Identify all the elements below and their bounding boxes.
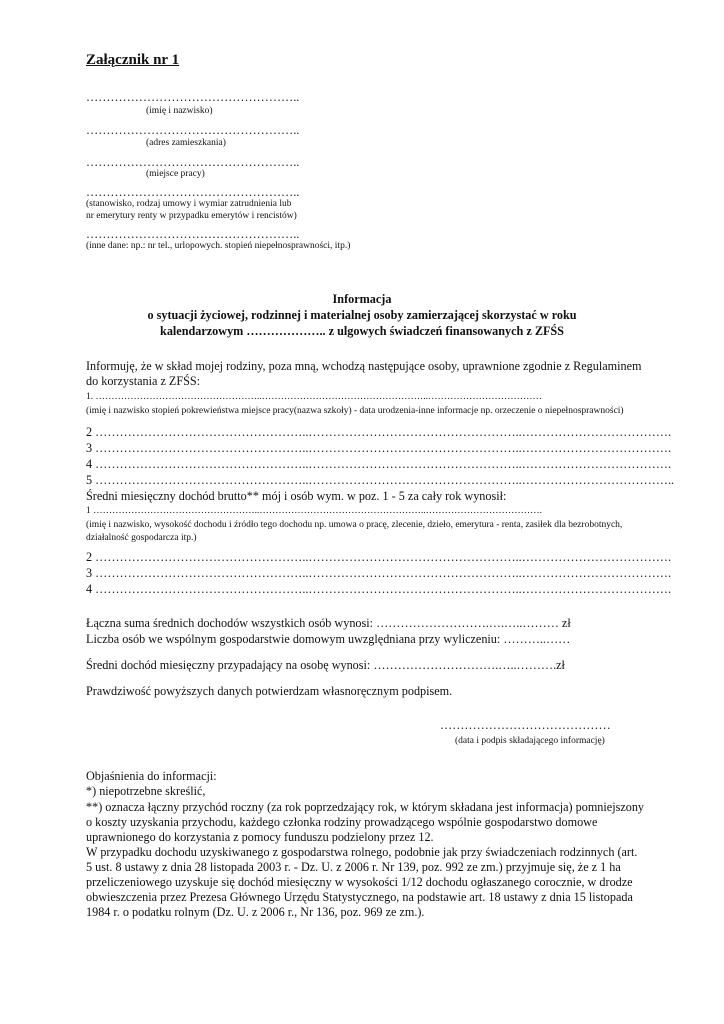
signature-dots: …………………………………… xyxy=(440,718,611,732)
income-row-1: 1 ……………………………………………..……………………………………………..………………………………. xyxy=(86,506,542,516)
average-income-line: Średni dochód miesięczny przypadający na osobę wynosi: ………………………….…..……….zł xyxy=(86,658,565,672)
income-hint-2: działalność gospodarcza itp.) xyxy=(86,533,197,543)
note-3-line-3: przeliczeniowego uzyskuje się dochód miesięczny w wysokości 1/12 dochodu ogłaszanego corocznie, w drodze xyxy=(86,875,633,889)
note-3-line-4: obwieszczenia przez Prezesa Głównego Urzędu Statystycznego, na podstawie art. 18 ustawy z dnia 15 listopada xyxy=(86,890,633,904)
income-intro: Średni miesięczny dochód brutto** mój i osób wym. w poz. 1 - 5 za cały rok wynosił: xyxy=(86,489,507,503)
note-3-line-2: 5 ust. 8 ustawy z dnia 28 listopada 2003 r. - Dz. U. z 2006 r. Nr 139, poz. 992 ze zm.) przyjmuje się, że z 1 ha xyxy=(86,860,621,874)
note-3-line-5: 1984 r. o podatku rolnym (Dz. U. z 2006 r., Nr 136, poz. 969 ze zm.). xyxy=(86,905,425,919)
position-label-2: nr emerytury renty w przypadku emerytów i rencistów) xyxy=(86,211,297,221)
income-hint-1: (imię i nazwisko, wysokość dochodu i źródło tego dochodu np. umowa o pracę, zlecenie, dzieło, emerytura - renta, zasiłek dla bezrobotnych, xyxy=(86,520,623,530)
heading-line-3: kalendarzowym ……………….. z ulgowych świadczeń finansowanych z ZFŚS xyxy=(160,324,564,338)
income-row-3: 3 ……………………………………………..……………………………………………..………………………………. xyxy=(86,566,671,580)
attachment-title: Załącznik nr 1 xyxy=(86,52,180,68)
note-2-line-1: **) oznacza łączny przychód roczny (za rok poprzedzający rok, w którym składana jest informacja) pomniejszony xyxy=(86,800,645,814)
position-label-1: (stanowisko, rodzaj umowy i wymiar zatrudnienia lub xyxy=(86,199,292,209)
family-row-3: 3 ……………………………………………..……………………………………………..………………………………. xyxy=(86,441,671,455)
address-dots: …………………………………………….. xyxy=(86,123,300,137)
heading-line-1: Informacja xyxy=(332,292,392,306)
other-label: (inne dane: np.: nr tel., urlopowych. stopień niepełnosprawności, itp.) xyxy=(86,241,351,251)
family-row-4: 4 ……………………………………………..……………………………………………..………………………………. xyxy=(86,457,671,471)
other-dots: …………………………………………….. xyxy=(86,227,300,241)
note-3-line-1: W przypadku dochodu uzyskiwanego z gospodarstwa rolnego, podobnie jak przy świadczeniach rodzinnych (art. xyxy=(86,845,638,859)
name-label: (imię i nazwisko) xyxy=(146,106,213,116)
notes-heading: Objaśnienia do informacji: xyxy=(86,769,217,783)
income-row-2: 2 ……………………………………………..……………………………………………..………………………………. xyxy=(86,550,671,564)
total-income-line: Łączna suma średnich dochodów wszystkich osób wynosi: ……………………….….…..……… zł xyxy=(86,616,571,630)
family-row-2: 2 ……………………………………………..……………………………………………..………………………………. xyxy=(86,425,671,439)
note-2-line-2: o koszty uzyskania przychodu, każdego członka rodziny prowadzącego wspólnie gospodarstwo domowe xyxy=(86,815,598,829)
note-2-line-3: uprawnionego do korzystania z pomocy funduszu podzielony przez 12. xyxy=(86,830,434,844)
signature-label: (data i podpis składającego informację) xyxy=(455,736,605,746)
persons-count-line: Liczba osób we wspólnym gospodarstwie domowym uwzględniana przy wyliczeniu: ………..…… xyxy=(86,632,571,646)
workplace-label: (miejsce pracy) xyxy=(146,169,205,179)
income-row-4: 4 ……………………………………………..……………………………………………..………………………………. xyxy=(86,582,671,596)
family-hint: (imię i nazwisko stopień pokrewieństwa miejsce pracy(nazwa szkoły) - data urodzenia-inne informacje np. orzeczenie o niepełnosprawności) xyxy=(86,406,624,416)
family-row-5: 5 ……………………………………………..……………………………………………..……………………………….. xyxy=(86,473,675,487)
family-intro-1: Informuję, że w skład mojej rodziny, poza mną, wchodzą następujące osoby, uprawnione zgodnie z Regulaminem xyxy=(86,359,642,373)
family-row-1: 1. ……………………………………………..……………………………………………..……………………………… xyxy=(86,392,542,402)
note-1: *) niepotrzebne skreślić, xyxy=(86,784,206,798)
address-label: (adres zamieszkania) xyxy=(146,138,226,148)
heading-line-2: o sytuacji życiowej, rodzinnej i materialnej osoby zamierzającej skorzystać w roku xyxy=(147,308,577,322)
confirmation-text: Prawdziwość powyższych danych potwierdzam własnoręcznym podpisem. xyxy=(86,684,453,698)
workplace-dots: …………………………………………….. xyxy=(86,155,300,169)
position-dots: …………………………………………….. xyxy=(86,185,300,199)
name-dots: …………………………………………….. xyxy=(86,90,300,104)
family-intro-2: do korzystania z ZFŚS: xyxy=(86,374,201,388)
